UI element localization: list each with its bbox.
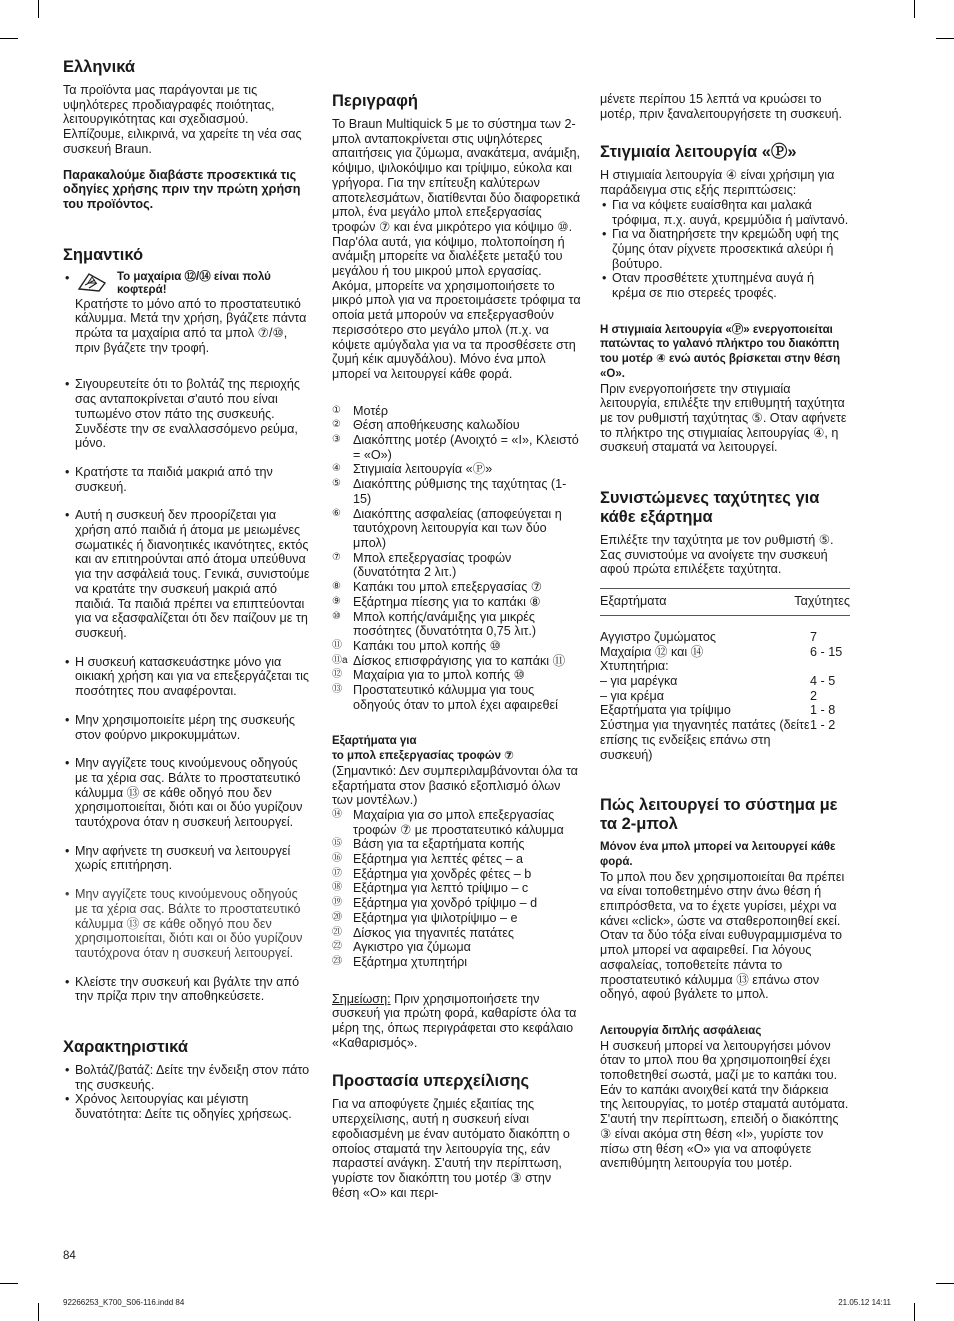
intro-bold: Παρακαλούμε διαβάστε προσεκτικά τις οδηγίες χρήσης πριν την πρώτη χρήση του προϊόντος. — [63, 167, 301, 211]
twobowl-bold: Μόνον ένα μπολ μπορεί να λειτουργεί κάθε φορά. — [600, 841, 836, 868]
list-item: ⑰ Εξάρτημα για χονδρές φέτες – b — [332, 866, 532, 881]
crop-mark — [914, 1303, 915, 1321]
parts-list — [332, 404, 582, 713]
table-row: – για κρέμα 2 — [600, 688, 818, 703]
pulse-intro: Η στιγμιαία λειτουργία ④ είναι χρήσιμη για παράδειγμα στις εξής περιπτώσεις: — [600, 168, 835, 198]
list-item: ⑫ Μαχαίρια για το μπολ κοπής ⑩ — [332, 668, 525, 683]
crop-mark — [936, 38, 954, 39]
list-item: • Χρόνος λειτουργίας και μέγιστη δυνατότητα: Δείτε τις οδηγίες χρήσεως. — [63, 1092, 313, 1121]
list-item: • Μην αφήνετε τη συσκευή να λειτουργεί χωρίς επιτήρηση. — [63, 844, 313, 873]
warning-text: Κρατήστε το μόνο από το προστατευτικό κάλυμμα. Μετά την χρήση, βγάζετε πάντα πρώτα τα μαχαίρια από τα μπολ ⑦/⑩, πριν βγάζετε την τροφή. — [75, 296, 307, 355]
crop-mark — [936, 1283, 954, 1284]
continued-text: μένετε περίπου 15 λεπτά να κρυώσει το μοτέρ, πριν ξαναλειτουργήσετε τη συσκευή. — [600, 92, 842, 121]
table-row: Εξαρτήματα για τρίψιμο 1 - 8 — [600, 703, 836, 718]
list-item: • Κλείστε την συσκευή και βγάλτε την από την πρίζα πριν την αποθηκεύσετε. — [63, 975, 313, 1004]
speeds-table-header — [600, 588, 850, 616]
list-item: ② Θέση αποθήκευσης καλωδίου — [332, 418, 520, 433]
table-row: Σύστημα για τηγανητές πατάτες (δείτε επίσης τις ενδείξεις επάνω στη συσκευή) 1 - 2 — [600, 718, 836, 762]
crop-mark — [38, 0, 39, 18]
warning-block — [63, 271, 313, 356]
list-item: ⑱ Εξάρτημα για λεπτό τρίψιμο – c — [332, 881, 529, 896]
twobowl-text: Το μπολ που δεν χρησιμοποιείται θα πρέπει να είναι τοποθετημένο στην άνω θέση ή επιπρόσθετα, να το έχετε γυρίσει, μέχρι να κάνει «click», ώστε να σταθεροποιηθεί εκεί. — [600, 869, 845, 928]
list-item: • Μην αγγίζετε τους κινούμενους οδηγούς με τα χέρια σας. Βάλτε το προστατευτικό κάλυμμα ⑬ σε κάθε οδηγό που δεν χρησιμοποιείται, διότι και οι δύο γυρίζουν ταυτόχρονα όταν η συσκευή λειτουργεί. — [63, 756, 313, 830]
column-2 — [332, 92, 582, 1200]
pulse-list — [600, 198, 850, 301]
list-item: ⑬ Προστατευτικό κάλυμμα για τους οδηγούς όταν το μπολ έχει αφαιρεθεί — [332, 683, 558, 712]
speeds-title: Συνιστώμενες ταχύτητες για κάθε εξάρτημα — [600, 489, 820, 527]
warning-bold: Το μαχαίρια ⑫/⑭ είναι πολύ κοφτερά! — [117, 270, 271, 296]
table-row: Αγγιστρο ζυμώματος 7 — [600, 629, 818, 644]
crop-mark — [0, 1283, 18, 1284]
list-item: • Κρατήστε τα παιδιά μακριά από την συσκευή. — [63, 465, 313, 494]
description-text: Το Braun Multiquick 5 με το σύστημα των 2-μπολ ανταποκρίνεται στις υψηλότερες απαιτήσεις για ζύμωμα, ανακάτεμα, ανάμιξη, κόψιμο, ψιλοκόψιμο και τρίψιμο, εύκολα και γρήγορα. Για την επίτευξη καλύτερων αποτελεσμάτων, διατίθενται δύο διαφορετικά μπολ, ένα μεγάλο μπολ επεξεργασίας τροφών ⑦ και ένα μικρότερο για κόψιμο ⑩. — [332, 117, 581, 234]
list-item: ㉓ Εξάρτημα χτυπητήρι — [332, 954, 468, 969]
list-item: ① Μοτέρ — [332, 403, 389, 418]
column-3 — [600, 92, 850, 1171]
list-item: • Για να διατηρήσετε την κρεμώδη υφή της ζύμης όταν ρίχνετε προσεκτικά αλεύρι ή βούτυρο. — [600, 227, 850, 271]
list-item: ⑯ Εξάρτημα για λεπτές φέτες – a — [332, 852, 524, 867]
list-item: • Οταν προσθέτετε χτυπημένα αυγά ή κρέμα σε πιο στερεές τροφές. — [600, 271, 850, 300]
page-number: 84 — [63, 1250, 76, 1262]
description-title: Περιγραφή — [332, 92, 418, 110]
list-item: ⑭ Μαχαίρια για σο μπολ επεξεργασίας τροφών ⑦ με προστατευτικό κάλυμμα — [332, 807, 564, 837]
list-item: • Για να κόψετε ευαίσθητα και μαλακά τρόφιμα, π.χ. αυγά, κρεμμύδια ή μαϊντανό. — [600, 198, 850, 227]
list-item: ⑨ Εξάρτημα πίεσης για το καπάκι ⑧ — [332, 594, 541, 609]
list-item: ⑤ Διακόπτης ρύθμισης της ταχύτητας (1-15) — [332, 477, 567, 506]
list-item: • Η συσκευή κατασκευάστηκε μόνο για οικιακή χρήση και για να επεξεργάζεται τις ποσότητες που αναφέρονται. — [63, 655, 313, 699]
accessories-list — [332, 808, 582, 970]
bullet: • — [65, 270, 70, 285]
list-item: ⑩ Μπολ κοπής/ανάμιξης για μικρές ποσότητες (δυνατότητα 0,75 λιτ.) — [332, 609, 537, 639]
crop-mark — [914, 0, 915, 18]
note — [332, 992, 582, 1051]
warning-hand-icon — [75, 271, 109, 293]
list-item: • Βολτάζ/βατάζ: Δείτε την ένδειξη στον πάτο της συσκευής. — [63, 1063, 313, 1092]
overheat-title: Προστασία υπερχείλισης — [332, 1072, 530, 1091]
table-header-accessories: Εξαρτήματα — [600, 594, 667, 609]
svg-text:!: ! — [90, 278, 92, 285]
list-item: ⑳ Εξάρτημα για ψιλοτρίψιμο – e — [332, 910, 518, 925]
list-item: ③ Διακόπτης μοτέρ (Ανοιχτό = «I», Κλειστό = «O») — [332, 433, 579, 462]
note-text: Πριν χρησιμοποιήσετε την συσκευή για πρώτη φορά, καθαρίστε όλα τα μέρη της, όπως περιγράφεται στο κεφάλαιο «Καθαρισμός». — [332, 991, 577, 1050]
speeds-text: Επιλέξτε την ταχύτητα με τον ρυθμιστή ⑤. Σας συνιστούμε να ανοίγετε την συσκευή αφού πρώτα επιλέξετε ταχύτητα. — [600, 533, 834, 577]
list-item: ⑲ Εξάρτημα για χονδρό τρίψιμο – d — [332, 896, 538, 911]
accessories-note: (Σημαντικό: Δεν συμπεριλαμβάνονται όλα τα εξαρτήματα στον βασικό εξοπλισμό όλων των μοντέλων.) — [332, 763, 578, 808]
description-text-2: Παρ'όλα αυτά, για κόψιμο, πολτοποίηση ή ανάμιξη μπορείτε να διαλέξετε μεταξύ του μεγάλου ή του μικρού μπολ εργασίας. Ακόμα, μπορείτε να χρησιμοποιήσετε το μικρό μπολ για να προετοιμάσετε τρόφιμα τα οποία μετά μπορούν να επεξεργασθούν περισσότερο στο μεγάλο μπολ (π.χ. να κόψετε αμύγδαλα για να τα προσθέσετε στη ζυμή κέικ αμυγδάλου). Μόνο ένα μπολ μπορεί να λειτουργεί κάθε φορά. — [332, 234, 581, 381]
intro-text: Τα προϊόντα μας παράγονται με τις υψηλότερες προδιαγραφές ποιότητας, λειτουργικότητας και σχεδιασμού. Ελπίζουμε, ειλικρινά, να χαρείτε τη νέα σας συσκευή Braun. — [63, 83, 302, 156]
list-item: • Μην αγγίζετε τους κινούμενους οδηγούς με τα χέρια σας. Βάλτε το προστατευτικό κάλυμμα ⑬ σε κάθε οδηγό που δεν χρησιμοποιείται, διότι και οι δύο γυρίζουν ταυτόχρονα όταν η συσκευή λειτουργεί. — [63, 887, 313, 961]
speeds-table — [600, 630, 848, 762]
features-title: Χαρακτηριστικά — [63, 1038, 188, 1057]
list-item: ⑪ Καπάκι του μπολ κοπής ⑩ — [332, 638, 501, 653]
table-row: Χτυπητήρια: — [600, 659, 669, 674]
footer-date: 21.05.12 14:11 — [838, 1298, 891, 1307]
footer-file: 92266253_K700_S06-116.indd 84 — [63, 1298, 185, 1307]
pulse-bold: Η στιγμιαία λειτουργία «Ⓟ» ενεργοποιείται πατώντας το γαλανό πλήκτρο του διακόπτη του μοτέρ ④ ενώ αυτός βρίσκεται στην θέση «O». — [600, 323, 841, 380]
important-title: Σημαντικό — [63, 245, 144, 264]
list-item: ⑮ Βάση για τα εξαρτήματα κοπής — [332, 837, 525, 852]
table-header-speeds: Ταχύτητες — [794, 594, 850, 609]
crop-mark — [0, 38, 18, 39]
accessories-heading-2: το μπολ επεξεργασίας τροφών ⑦ — [332, 750, 514, 763]
accessories-heading-1: Εξαρτήματα για — [332, 735, 417, 748]
list-item: ④ Στιγμιαία λειτουργία «Ⓟ» — [332, 462, 493, 477]
list-item: ⑥ Διακόπτης ασφαλείας (αποφεύγεται η ταυτόχρονη λειτουργία και των δύο μπολ) — [332, 506, 562, 550]
table-row: – για μαρέγκα 4 - 5 — [600, 673, 836, 688]
crop-mark — [38, 1303, 39, 1321]
pulse-text: Πριν ενεργοποιήσετε την στιγμιαία λειτουργία, επιλέξτε την επιθυμητή ταχύτητα με τον ρυθμιστή ταχύτητας ⑤. Οταν αφήνετε το πλήκτρο της στιγμιαίας λειτουργίας ④, η συσκευή σταματά να λειτουργεί. — [600, 381, 847, 455]
note-label: Σημείωση: — [332, 991, 391, 1006]
list-item: • Αυτή η συσκευή δεν προορίζεται για χρήση από παιδιά ή άτομα με μειωμένες σωματικές ή διανοητικές ικανότητες, εκτός και αν επιτηρούνται από άτομα υπεύθυνα για την ασφάλειά τους. Γενικά, συνιστούμε να κρατάτε την συσκευή μακριά από παιδιά. Τα παιδιά πρέπει να επιπτεύονται για να εξασφαλίζεται ότι δεν παίζουν με τη συσκευή. — [63, 508, 313, 640]
table-row: Μαχαίρια ⑫ και ⑭ 6 - 15 — [600, 644, 843, 659]
safety-list — [63, 377, 313, 1004]
features-list — [63, 1063, 313, 1122]
twobowl-title: Πώς λειτουργεί το σύστημα με τα 2-μπολ — [600, 796, 838, 834]
list-item: • Σιγουρευτείτε ότι το βολτάζ της περιοχής σας ανταποκρίνεται σ'αυτό που είναι τυπωμένο στον πάτο της συσκευής. Συνδέστε την σε εναλλασσόμενο ρεύμα, μόνο. — [63, 377, 313, 451]
safety-text: Η συσκευή μπορεί να λειτουργήσει μόνον όταν το μπολ που θα χρησιμοποιηθεί έχει τοποθετηθεί σωστά, μαζί με το καπάκι του. Εάν το καπάκι ανοιχθεί κατά την διάρκεια της λειτουργίας, το μοτέρ σταματά αυτόματα. Σ'αυτή την περίπτωση, επειδή ο διακόπτης ③ είναι ακόμα στη θέση «I», γυρίστε τον πίσω στη θέση «O» για να αποφύγετε ανεπιθύμητη λειτουργία του μοτέρ. — [600, 1038, 849, 1171]
overheat-text: Για να αποφύγετε ζημιές εξαιτίας της υπερχείλισης, αυτή η συσκευή είναι εφοδιασμένη με έναν αυτόματο διακόπτη ο οποίος σταματά την λειτουργία της, εάν παραστεί ανάγκη. Σ'αυτή την περίπτωση, γυρίστε τον διακόπτη του μοτέρ ③ στην θέση «O» και περι- — [332, 1097, 570, 1200]
list-item: ㉑ Δίσκος για τηγανιτές πατάτες — [332, 925, 514, 940]
list-item: ⑦ Μπολ επεξεργασίας τροφών (δυνατότητα 2 λιτ.) — [332, 550, 512, 580]
safety-title: Λειτουργία διπλής ασφάλειας — [600, 1024, 762, 1037]
list-item: ⑧ Καπάκι του μπολ επεξεργασίας ⑦ — [332, 580, 543, 595]
column-1 — [63, 58, 313, 1122]
twobowl-text-2: Οταν τα δύο τόξα είναι ευθυγραμμισμένα το μπολ μπορεί να αφαιρεθεί. Για λόγους ασφαλείας, τοποθετείτε πάντα το προστατευτικό κάλυμμα ⑬ επάνω στον οδηγό, αφού βγάλετε το μπολ. — [600, 928, 842, 1002]
list-item: • Μην χρησιμοποιείτε μέρη της συσκευής στον φούρνο μικροκυμμάτων. — [63, 713, 313, 742]
list-item: ⑪a Δίσκος επισφράγισης για το καπάκι ⑪ — [332, 653, 566, 668]
section-title-greek: Ελληνικά — [63, 58, 135, 76]
pulse-title: Στιγμιαία λειτουργία «Ⓟ» — [600, 143, 797, 162]
list-item: ㉒ Αγκιστρο για ζύμωμα — [332, 940, 471, 955]
